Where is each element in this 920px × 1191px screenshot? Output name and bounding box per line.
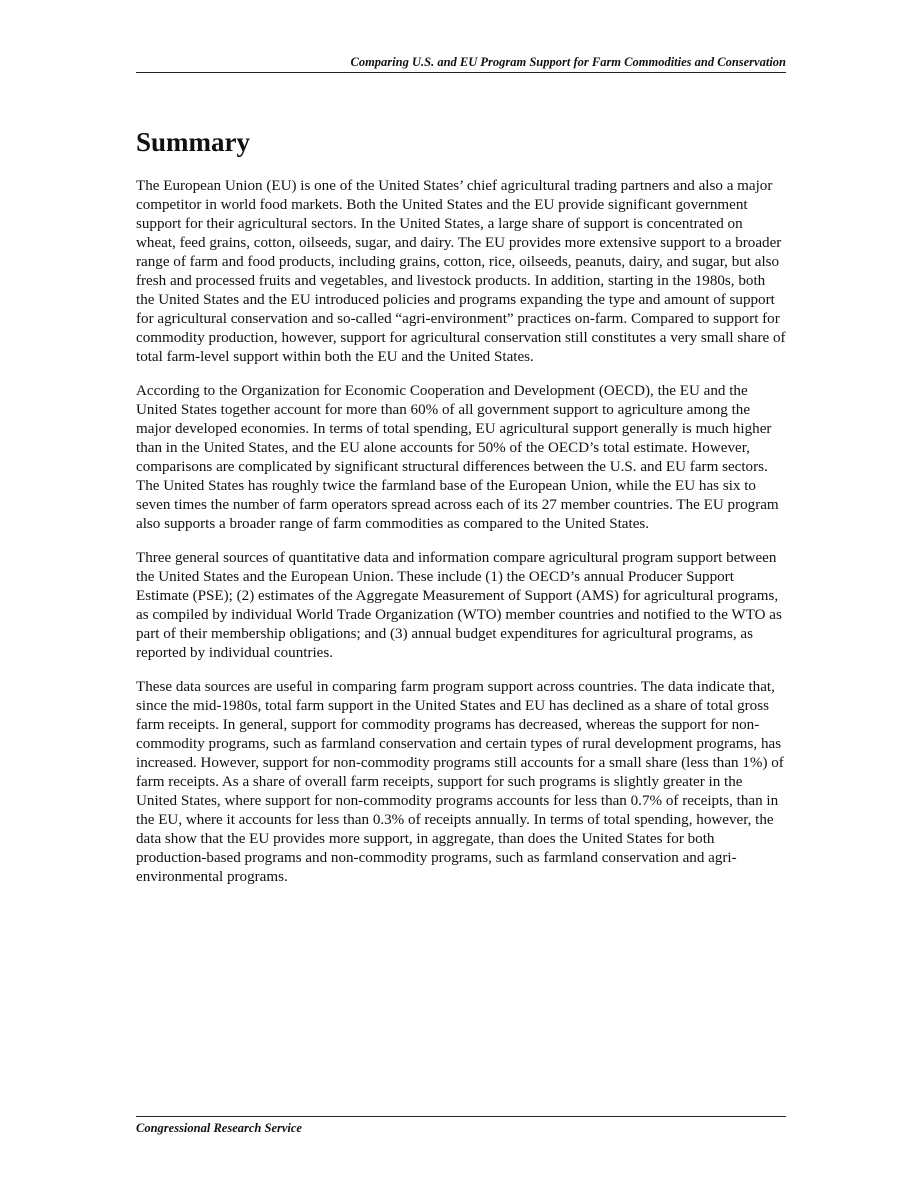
header-divider: [136, 72, 786, 73]
section-title: Summary: [136, 127, 250, 157]
summary-body: [136, 177, 786, 902]
summary-paragraph-3: Three general sources of quantitative data and information compare agricultural program support between the United States and the European Union. These include (1) the OECD’s annual Producer Support Estimate (PSE); (2) estimates of the Aggregate Measurement of Support (AMS) for agricultural programs, as compiled by individual World Trade Organization (WTO) member countries and notified to the WTO as part of their membership obligations; and (3) annual budget expenditures for agricultural programs, as reported by individual countries.: [136, 550, 782, 661]
summary-paragraph-1: The European Union (EU) is one of the United States’ chief agricultural trading partners and also a major competitor in world food markets. Both the United States and the EU provide significant government support for their agricultural sectors. In the United States, a large share of support is concentrated on wheat, feed grains, cotton, oilseeds, sugar, and dairy. The EU provides more extensive support to a broader range of farm and food products, including grains, cotton, rice, oilseeds, peanuts, dairy, and sugar, but also fresh and processed fruits and vegetables, and livestock products. In addition, starting in the 1980s, both the United States and the EU introduced policies and programs expanding the type and amount of support for agricultural conservation and so-called “agri-environment” practices on-farm. Compared to support for commodity production, however, support for agricultural conservation still constitutes a very small share of total farm-level support within both the EU and the United States.: [136, 178, 786, 365]
summary-paragraph-2: According to the Organization for Economic Cooperation and Development (OECD), the EU and the United States together account for more than 60% of all government support to agriculture among the major developed economies. In terms of total spending, EU agricultural support generally is much higher than in the United States, and the EU alone accounts for 50% of the OECD’s total estimate. However, comparisons are complicated by significant structural differences between the U.S. and EU farm sectors. The United States has roughly twice the farmland base of the European Union, while the EU has six to seven times the number of farm operators spread across each of its 27 member countries. The EU program also supports a broader range of farm commodities as compared to the United States.: [136, 383, 779, 532]
running-footer-publisher: Congressional Research Service: [136, 1121, 302, 1135]
running-header-title: Comparing U.S. and EU Program Support for Farm Commodities and Conservation: [350, 55, 786, 69]
footer-divider: [136, 1116, 786, 1117]
summary-paragraph-4: These data sources are useful in comparing farm program support across countries. The data indicate that, since the mid-1980s, total farm support in the United States and EU has declined as a share of total gross farm receipts. In general, support for commodity programs has decreased, whereas the support for non-commodity programs, such as farmland conservation and certain types of rural development programs, has increased. However, support for non-commodity programs still accounts for a small share (less than 1%) of farm receipts. As a share of overall farm receipts, support for such programs is slightly greater in the United States, where support for non-commodity programs accounts for less than 0.7% of receipts, than in the EU, where it accounts for less than 0.3% of receipts annually. In terms of total spending, however, the data show that the EU provides more support, in aggregate, than does the United States for both production-based programs and non-commodity programs, such as farmland conservation and agri-environmental programs.: [136, 679, 784, 885]
